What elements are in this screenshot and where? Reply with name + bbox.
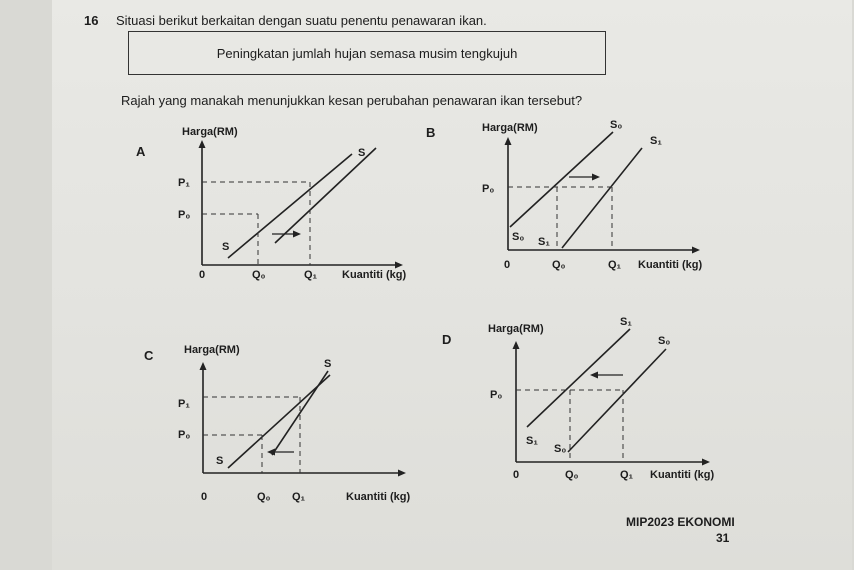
option-b-ylabel: Harga(RM) (482, 122, 538, 134)
option-c-ylabel: Harga(RM) (184, 344, 240, 356)
situation-text: Peningkatan jumlah hujan semasa musim tengkujuh (216, 45, 518, 61)
option-c-y-arrowhead (200, 362, 207, 370)
option-b-q0: Q₀ (552, 259, 566, 271)
option-d-origin: 0 (513, 469, 520, 481)
option-d-s1-top: S₁ (620, 316, 632, 328)
option-a-graph (160, 120, 430, 280)
option-d-s0-curve (568, 349, 666, 452)
option-d-p0: P₀ (490, 389, 503, 401)
footer-code: MIP2023 EKONOMI (626, 515, 735, 529)
option-c-xlabel: Kuantiti (kg) (346, 491, 411, 503)
option-d-s0-top: S₀ (658, 335, 671, 347)
option-d-ylabel: Harga(RM) (488, 323, 544, 335)
option-a-letter: A (136, 144, 146, 159)
option-c-p0: P₀ (178, 429, 191, 441)
option-a-s-bottom: S (222, 241, 230, 253)
option-c-s-top: S (324, 358, 332, 370)
situation-box (128, 31, 606, 75)
option-c-x-arrowhead (398, 470, 406, 477)
option-b-s0-curve (510, 132, 613, 227)
option-b-p0: P₀ (482, 183, 495, 195)
option-b-shift-arrowhead (592, 174, 600, 181)
option-c-shift-arrowhead (267, 449, 275, 456)
option-d-s1-bottom: S₁ (526, 435, 538, 447)
option-a-ylabel: Harga(RM) (182, 126, 238, 138)
option-a-p0: P₀ (178, 209, 191, 221)
option-c-s-curve-left (228, 375, 330, 468)
question-ask: Rajah yang manakah menunjukkan kesan perubahan penawaran ikan tersebut? (121, 93, 583, 108)
option-a-origin: 0 (199, 269, 206, 281)
option-b-s1-curve (562, 148, 642, 248)
option-b-s1-top: S₁ (650, 135, 662, 147)
option-b-xlabel: Kuantiti (kg) (638, 259, 703, 271)
option-d-s1-curve (527, 329, 630, 427)
option-d-letter: D (442, 332, 452, 347)
option-a-s-curve-left (228, 154, 352, 258)
option-a-s-top: S (358, 147, 366, 159)
option-a-q0: Q₀ (252, 269, 266, 281)
option-b-s0-bottom: S₀ (512, 231, 525, 243)
option-d-q0: Q₀ (565, 469, 579, 481)
option-d-xlabel: Kuantiti (kg) (650, 469, 715, 481)
option-a-q1: Q₁ (304, 269, 318, 281)
page-number: 31 (716, 531, 730, 545)
option-b-graph (472, 115, 722, 275)
question-text: Situasi berikut berkaitan dengan suatu penentu penawaran ikan. (116, 13, 487, 28)
option-c-letter: C (144, 348, 154, 363)
option-c-origin: 0 (201, 491, 208, 503)
option-a-p1: P₁ (178, 177, 190, 189)
option-b-s0-top: S₀ (610, 119, 623, 131)
option-d-y-arrowhead (513, 341, 520, 349)
option-d-s0-bottom: S₀ (554, 443, 567, 455)
option-d-q1: Q₁ (620, 469, 634, 481)
option-b-origin: 0 (504, 259, 511, 271)
option-d-graph (480, 312, 740, 482)
option-c-s-bottom: S (216, 455, 224, 467)
option-c-graph (160, 335, 440, 505)
question-number: 16 (84, 13, 99, 28)
option-a-xlabel: Kuantiti (kg) (342, 269, 407, 281)
option-a-s-curve-right (275, 148, 376, 243)
option-b-y-arrowhead (505, 137, 512, 145)
option-a-y-arrowhead (199, 140, 206, 148)
option-b-letter: B (426, 125, 436, 140)
option-b-q1: Q₁ (608, 259, 622, 271)
option-a-shift-arrowhead (293, 231, 301, 238)
option-b-x-arrowhead (692, 247, 700, 254)
option-c-q0: Q₀ (257, 491, 271, 503)
option-d-shift-arrowhead (590, 372, 598, 379)
option-a-x-arrowhead (395, 262, 403, 269)
option-d-x-arrowhead (702, 459, 710, 466)
option-c-q1: Q₁ (292, 491, 306, 503)
option-b-s1-bottom: S₁ (538, 236, 550, 248)
option-c-p1: P₁ (178, 398, 190, 410)
